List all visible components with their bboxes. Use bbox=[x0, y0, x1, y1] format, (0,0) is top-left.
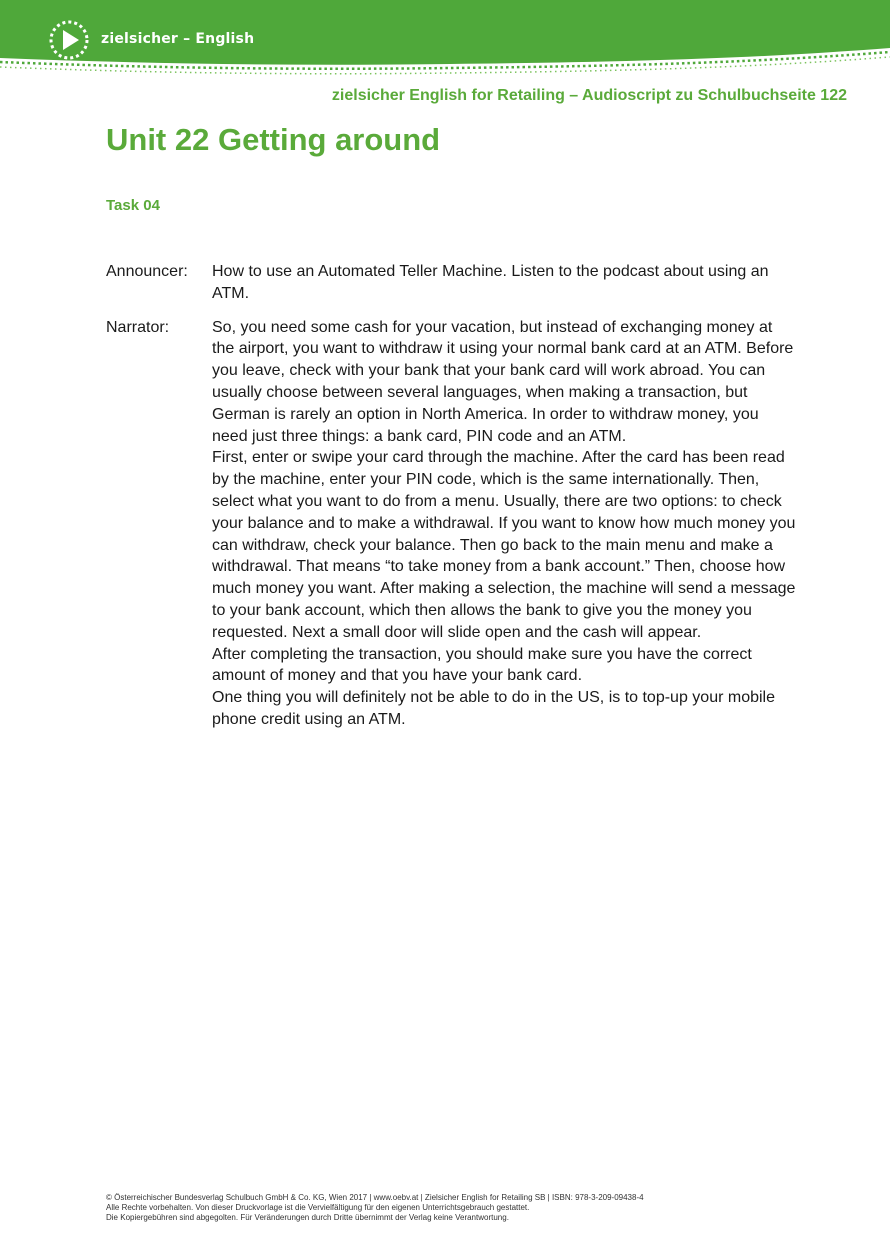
copyright-footer bbox=[106, 1193, 806, 1224]
speech-paragraph: One thing you will definitely not be able to do in the US, is to top-up your mobile phone credit using an ATM. bbox=[212, 689, 775, 728]
script-line-announcer bbox=[106, 261, 796, 305]
speaker-label: Announcer: bbox=[106, 263, 188, 280]
speech-text bbox=[212, 317, 796, 731]
task-label: Task 04 bbox=[106, 197, 160, 214]
audioscript bbox=[106, 261, 796, 731]
footer-line: Die Kopiergebühren sind abgegolten. Für Veränderungen durch Dritte übernimmt der Verlag keine Verantwortung. bbox=[106, 1213, 509, 1223]
speech-text bbox=[212, 261, 796, 305]
speech-paragraph: After completing the transaction, you should make sure you have the correct amount of money and that you have your bank card. bbox=[212, 645, 752, 685]
speech-paragraph: How to use an Automated Teller Machine. Listen to the podcast about using an ATM. bbox=[212, 263, 769, 302]
speech-paragraph: So, you need some cash for your vacation, but instead of exchanging money at the airport, you want to withdraw it using your normal bank card at an ATM. Before you leave, check with your bank that your bank card will work abroad. You can usually choose between several languages, when making a transaction, but German is rarely an option in North America. In order to withdraw money, you need just three things: a bank card, PIN code and an ATM. bbox=[212, 318, 794, 445]
unit-title: Unit 22 Getting around bbox=[106, 122, 441, 157]
footer-line: Alle Rechte vorbehalten. Von dieser Druckvorlage ist die Vervielfältigung für den eigenen Unterrichtsgebrauch gestattet. bbox=[106, 1203, 530, 1213]
header-banner bbox=[0, 0, 890, 80]
brand-wordmark: zielsicher – English bbox=[101, 31, 255, 47]
script-line-narrator bbox=[106, 317, 796, 731]
speech-paragraph: First, enter or swipe your card through the machine. After the card has been read by the machine, enter your PIN code, which is the same internationally. Then, select what you want to do from a menu. Usually, there are two options: to check your balance and to make a withdrawal. If you want to know how much money you can withdraw, check your balance. Then go back to the main menu and make a withdrawal. That means “to take money from a bank account.” Then, choose how much money you want. After making a selection, the machine will send a message to your bank account, which then allows the bank to give you the money you requested. Next a small door will slide open and the cash will appear. bbox=[212, 449, 796, 641]
speaker-label: Narrator: bbox=[106, 318, 170, 336]
document-subtitle: zielsicher English for Retailing – Audioscript zu Schulbuchseite 122 bbox=[331, 87, 847, 104]
footer-line: © Österreichischer Bundesverlag Schulbuch GmbH & Co. KG, Wien 2017 | www.oebv.at | Zielsicher English for Retailing SB | ISBN: 978-3-209-09438-4 bbox=[106, 1193, 644, 1202]
